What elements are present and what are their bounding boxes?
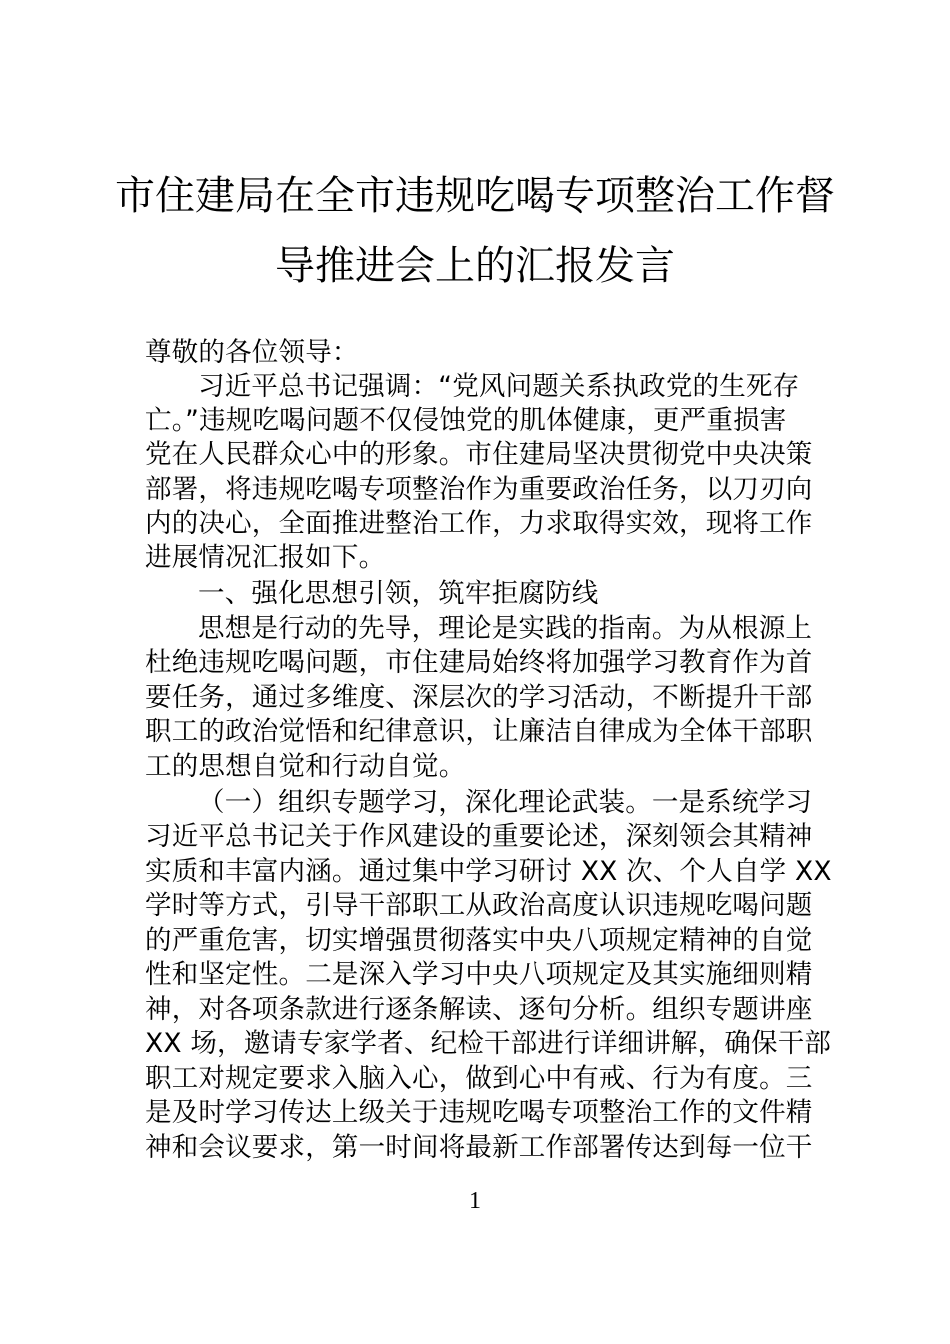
body-line: 进展情况汇报如下。 xyxy=(145,542,386,573)
body-line: 性和坚定性。二是深入学习中央八项规定及其实施细则精 xyxy=(145,959,813,990)
body-line: 职工对规定要求入脑入心，做到心中有戒、行为有度。三 xyxy=(145,1063,813,1094)
body-line: 内的决心，全面推进整治工作，力求取得实效，现将工作 xyxy=(145,508,813,539)
page-number: 1 xyxy=(469,1188,481,1214)
body-line: 的严重危害，切实增强贯彻落实中央八项规定精神的自觉 xyxy=(145,925,813,956)
document-title-line-2: 导推进会上的汇报发言 xyxy=(275,243,675,289)
body-line: 学时等方式，引导干部职工从政治高度认识违规吃喝问题 xyxy=(145,890,813,921)
body-line: 习近平总书记强调：“党风问题关系执政党的生死存 xyxy=(198,371,800,402)
section-heading: 一、强化思想引领，筑牢拒腐防线 xyxy=(198,578,599,609)
body-line: 职工的政治觉悟和纪律意识，让廉洁自律成为全体干部职 xyxy=(145,716,813,747)
body-line: 党在人民群众心中的形象。市住建局坚决贯彻党中央决策 xyxy=(145,439,813,470)
body-line: 亡。”违规吃喝问题不仅侵蚀党的肌体健康，更严重损害 xyxy=(145,405,787,436)
body-line: 要任务，通过多维度、深层次的学习活动，不断提升干部 xyxy=(145,682,813,713)
subsection-line: （一）组织专题学习，深化理论武装。一是系统学习 xyxy=(198,787,813,818)
body-line: 习近平总书记关于作风建设的重要论述，深刻领会其精神 xyxy=(145,821,813,852)
body-line: 杜绝违规吃喝问题，市住建局始终将加强学习教育作为首 xyxy=(145,647,813,678)
body-line: 部署，将违规吃喝专项整治作为重要政治任务，以刀刃向 xyxy=(145,474,813,505)
body-line: XX 场，邀请专家学者、纪检干部进行详细讲解，确保干部 xyxy=(145,1028,832,1059)
body-line: 思想是行动的先导，理论是实践的指南。为从根源上 xyxy=(198,613,813,644)
body-line: 是及时学习传达上级关于违规吃喝专项整治工作的文件精 xyxy=(145,1097,813,1128)
document-title-line-1: 市住建局在全市违规吃喝专项整治工作督 xyxy=(115,173,835,219)
body-line: 神，对各项条款进行逐条解读、逐句分析。组织专题讲座 xyxy=(145,994,813,1025)
body-line: 神和会议要求，第一时间将最新工作部署传达到每一位干 xyxy=(145,1132,813,1163)
body-line: 工的思想自觉和行动自觉。 xyxy=(145,751,466,782)
body-line: 实质和丰富内涵。通过集中学习研讨 XX 次、个人自学 XX xyxy=(145,856,832,887)
salutation: 尊敬的各位领导： xyxy=(145,337,359,368)
